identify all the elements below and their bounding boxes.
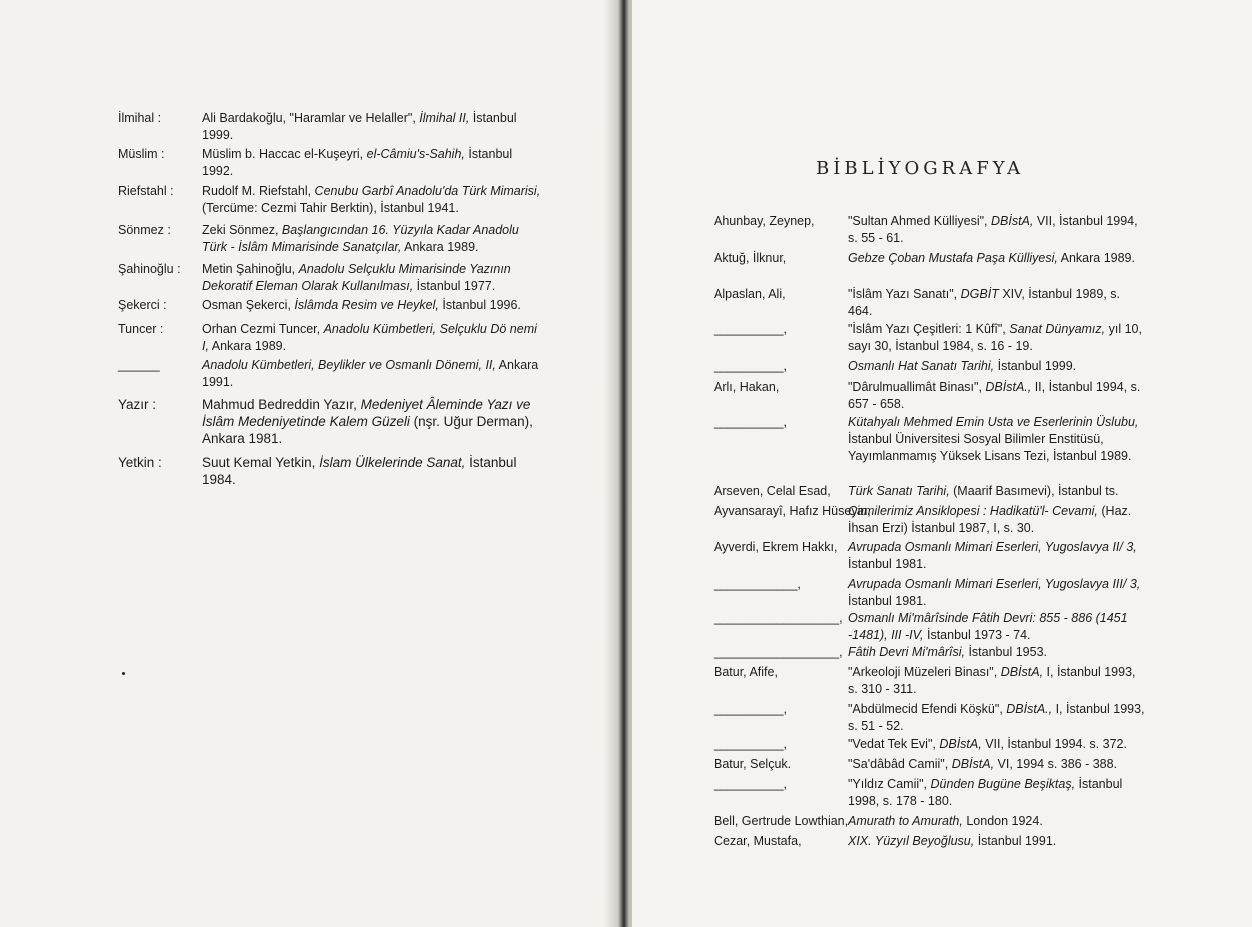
citation-text: XIV, İstanbul 1989, s. 464. bbox=[848, 287, 1120, 318]
citation-text: İstanbul Üniversitesi Sosyal Bilimler Enstitüsü, Yayımlanmamış Yüksek Lisans Tezi, İstanbul 1989. bbox=[848, 432, 1132, 463]
citation-title: Anadolu Kümbetleri, Selçuklu Dö nemi I, bbox=[202, 322, 537, 353]
citation-title: Osmanlı Hat Sanatı Tarihi, bbox=[848, 359, 995, 373]
citation-text: "Sultan Ahmed Külliyesi", bbox=[848, 214, 991, 228]
citation-title: Medeniyet Âleminde Yazı ve İslâm Medeniyetinde Kalem Güzeli bbox=[202, 397, 531, 429]
citation-title: el-Câmiu's-Sahih, bbox=[366, 147, 465, 161]
citation-text: Zeki Sönmez, bbox=[202, 223, 282, 237]
entry-key: Yetkin : bbox=[118, 455, 162, 470]
entry-citation bbox=[202, 454, 542, 488]
entry-citation bbox=[848, 379, 1146, 413]
entry-citation bbox=[848, 664, 1146, 698]
entry-key: Aktuğ, İlknur, bbox=[714, 251, 787, 265]
left-page bbox=[0, 0, 622, 927]
entry-key: __________________, bbox=[714, 645, 843, 659]
citation-title: Kütahyalı Mehmed Emin Usta ve Eserlerinin Üslubu, bbox=[848, 415, 1139, 429]
entry-citation bbox=[202, 297, 542, 314]
entry-key: ____________, bbox=[714, 577, 801, 591]
entry-citation bbox=[202, 222, 542, 256]
entry-citation bbox=[848, 213, 1146, 247]
citation-text: İstanbul 1999. bbox=[994, 359, 1077, 373]
citation-title: DBİstA, bbox=[951, 757, 995, 771]
entry-key: Arlı, Hakan, bbox=[714, 380, 780, 394]
entry-citation bbox=[848, 250, 1146, 267]
right-page bbox=[632, 0, 1252, 927]
citation-title: Camilerimiz Ansiklopesi : Hadikatü'l- Cevami, bbox=[848, 504, 1098, 518]
citation-text: "Vedat Tek Evi", bbox=[848, 737, 940, 751]
citation-text: İstanbul 1998, s. 178 - 180. bbox=[848, 777, 1123, 808]
entry-citation bbox=[848, 483, 1146, 500]
entry-key: Riefstahl : bbox=[118, 184, 174, 198]
citation-text: (Haz. İhsan Erzi) İstanbul 1987, I, s. 30. bbox=[848, 504, 1132, 535]
citation-text: (Tercüme: Cezmi Tahir Berktin), İstanbul 1941. bbox=[202, 201, 459, 215]
citation-text: Rudolf M. Riefstahl, bbox=[202, 184, 315, 198]
citation-text: "Sa'dâbâd Camii", bbox=[848, 757, 952, 771]
citation-text: "İslâm Yazı Çeşitleri: 1 Kûfî", bbox=[848, 322, 1010, 336]
entry-key: Arseven, Celal Esad, bbox=[714, 484, 831, 498]
entry-citation bbox=[848, 776, 1146, 810]
citation-text: London 1924. bbox=[962, 814, 1043, 828]
entry-key: Batur, Afife, bbox=[714, 665, 778, 679]
citation-text: I, İstanbul 1993, s. 310 - 311. bbox=[848, 665, 1136, 696]
citation-text: "Abdülmecid Efendi Köşkü", bbox=[848, 702, 1007, 716]
citation-text: "Dârulmuallimât Binası", bbox=[848, 380, 986, 394]
entry-key: __________, bbox=[714, 777, 787, 791]
entry-key: __________, bbox=[714, 359, 787, 373]
entry-citation bbox=[848, 321, 1146, 355]
citation-text: İstanbul 1984. bbox=[202, 455, 517, 487]
citation-text: Mahmud Bedreddin Yazır, bbox=[202, 397, 361, 412]
entry-citation bbox=[848, 358, 1146, 375]
entry-key: ______ bbox=[118, 358, 160, 372]
citation-text: VII, İstanbul 1994, s. 55 - 61. bbox=[848, 214, 1138, 245]
entry-key: __________________, bbox=[714, 611, 843, 625]
citation-text: (nşr. Uğur Derman), Ankara 1981. bbox=[202, 414, 533, 446]
citation-text: "Arkeoloji Müzeleri Binası", bbox=[848, 665, 1001, 679]
entry-key: Şekerci : bbox=[118, 298, 167, 312]
dot-mark bbox=[122, 672, 125, 675]
citation-text: İstanbul 1991. bbox=[974, 834, 1057, 848]
citation-title: DBİstA, bbox=[990, 214, 1034, 228]
citation-title: Amurath to Amurath, bbox=[848, 814, 963, 828]
citation-text: II, İstanbul 1994, s. 657 - 658. bbox=[848, 380, 1141, 411]
entry-key: Cezar, Mustafa, bbox=[714, 834, 802, 848]
entry-key: Tuncer : bbox=[118, 322, 164, 336]
entry-key: __________, bbox=[714, 322, 787, 336]
entry-key: Ayvansarayî, Hafız Hüseyin, bbox=[714, 504, 871, 518]
citation-text: Ankara 1991. bbox=[202, 358, 539, 389]
entry-citation bbox=[202, 321, 542, 355]
entry-key: İlmihal : bbox=[118, 111, 162, 125]
entry-key: Şahinoğlu : bbox=[118, 262, 181, 276]
citation-text: Suut Kemal Yetkin, bbox=[202, 455, 320, 470]
citation-text: İstanbul 1973 - 74. bbox=[923, 628, 1031, 642]
entry-key: __________, bbox=[714, 702, 787, 716]
citation-title: XIX. Yüzyıl Beyoğlusu, bbox=[848, 834, 975, 848]
citation-text: Ali Bardakoğlu, "Haramlar ve Helaller", bbox=[202, 111, 420, 125]
entry-key: Müslim : bbox=[118, 147, 165, 161]
citation-title: İlmihal II, bbox=[419, 111, 470, 125]
citation-title: Cenubu Garbî Anadolu'da Türk Mimarisi, bbox=[314, 184, 541, 198]
citation-title: Dünden Bugüne Beşiktaş, bbox=[930, 777, 1076, 791]
entry-citation bbox=[202, 261, 542, 295]
citation-title: DBİstA., bbox=[1006, 702, 1053, 716]
entry-key: Ayverdi, Ekrem Hakkı, bbox=[714, 540, 838, 554]
citation-title: İslâmda Resim ve Heykel, bbox=[294, 298, 439, 312]
entry-citation bbox=[202, 183, 542, 217]
citation-title: Anadolu Kümbetleri, Beylikler ve Osmanlı Dönemi, II, bbox=[202, 358, 496, 372]
citation-text: İstanbul 1953. bbox=[964, 645, 1047, 659]
entry-citation bbox=[848, 414, 1146, 465]
citation-text: Orhan Cezmi Tuncer, bbox=[202, 322, 324, 336]
citation-title: Avrupada Osmanlı Mimari Eserleri, Yugoslavya III/ 3, bbox=[848, 577, 1141, 591]
entry-citation bbox=[848, 610, 1146, 644]
citation-title: Anadolu Selçuklu Mimarisinde Yazının Dekoratif Eleman Olarak Kullanılması, bbox=[202, 262, 511, 293]
citation-text: I, İstanbul 1993, s. 51 - 52. bbox=[848, 702, 1145, 733]
citation-text: VI, 1994 s. 386 - 388. bbox=[994, 757, 1118, 771]
citation-text: Müslim b. Haccac el-Kuşeyri, bbox=[202, 147, 367, 161]
citation-text: İstanbul 1981. bbox=[848, 557, 927, 571]
entry-citation bbox=[202, 357, 542, 391]
citation-text: "Yıldız Camii", bbox=[848, 777, 931, 791]
citation-text: Ankara 1989. bbox=[208, 339, 287, 353]
entry-key: Sönmez : bbox=[118, 223, 171, 237]
entry-citation bbox=[202, 396, 542, 447]
citation-text: İstanbul 1981. bbox=[848, 594, 927, 608]
citation-title: Türk Sanatı Tarihi, bbox=[848, 484, 950, 498]
entry-citation bbox=[848, 644, 1146, 661]
entry-citation bbox=[848, 539, 1146, 573]
entry-citation bbox=[848, 701, 1146, 735]
citation-text: VII, İstanbul 1994. s. 372. bbox=[981, 737, 1127, 751]
citation-title: Osmanlı Mi'mârîsinde Fâtih Devri: 855 - 886 (1451 -1481), III -IV, bbox=[848, 611, 1128, 642]
entry-citation bbox=[848, 576, 1146, 610]
citation-title: Fâtih Devri Mi'mârîsi, bbox=[848, 645, 965, 659]
entry-citation bbox=[848, 286, 1146, 320]
entry-citation bbox=[848, 503, 1146, 537]
page-title: BİBLİYOGRAFYA bbox=[816, 158, 1025, 179]
entry-citation bbox=[202, 110, 542, 144]
entry-key: Bell, Gertrude Lowthian, bbox=[714, 814, 849, 828]
entry-citation bbox=[848, 756, 1146, 773]
citation-text: "İslâm Yazı Sanatı", bbox=[848, 287, 961, 301]
entry-key: __________, bbox=[714, 415, 787, 429]
citation-text: Metin Şahinoğlu, bbox=[202, 262, 299, 276]
citation-title: Sanat Dünyamız, bbox=[1009, 322, 1106, 336]
citation-title: DGBİT bbox=[960, 287, 999, 301]
entry-key: Batur, Selçuk. bbox=[714, 757, 792, 771]
entry-key: Alpaslan, Ali, bbox=[714, 287, 786, 301]
citation-text: Ankara 1989. bbox=[401, 240, 479, 254]
entry-citation bbox=[848, 833, 1146, 850]
entry-citation bbox=[848, 813, 1146, 830]
citation-text: yıl 10, sayı 30, İstanbul 1984, s. 16 - 19. bbox=[848, 322, 1142, 353]
citation-title: Başlangıcından 16. Yüzyıla Kadar Anadolu Türk - İslâm Mimarisinde Sanatçılar, bbox=[202, 223, 519, 254]
entry-citation bbox=[202, 146, 542, 180]
citation-text: Ankara 1989. bbox=[1057, 251, 1135, 265]
entry-key: Yazır : bbox=[118, 397, 157, 412]
citation-text: İstanbul 1996. bbox=[438, 298, 521, 312]
citation-title: DBİstA, bbox=[939, 737, 982, 751]
citation-title: Avrupada Osmanlı Mimari Eserleri, Yugoslavya II/ 3, bbox=[848, 540, 1137, 554]
citation-title: İslam Ülkelerinde Sanat, bbox=[319, 455, 466, 470]
entry-key: Ahunbay, Zeynep, bbox=[714, 214, 815, 228]
citation-title: DBİstA., bbox=[985, 380, 1032, 394]
citation-title: DBİstA, bbox=[1000, 665, 1044, 679]
citation-text: İstanbul 1977. bbox=[413, 279, 496, 293]
citation-text: Osman Şekerci, bbox=[202, 298, 295, 312]
citation-title: Gebze Çoban Mustafa Paşa Külliyesi, bbox=[848, 251, 1058, 265]
entry-citation bbox=[848, 736, 1146, 753]
citation-text: İstanbul 1992. bbox=[202, 147, 513, 178]
entry-key: __________, bbox=[714, 737, 787, 751]
citation-text: (Maarif Basımevi), İstanbul ts. bbox=[949, 484, 1119, 498]
citation-text: İstanbul 1999. bbox=[202, 111, 517, 142]
